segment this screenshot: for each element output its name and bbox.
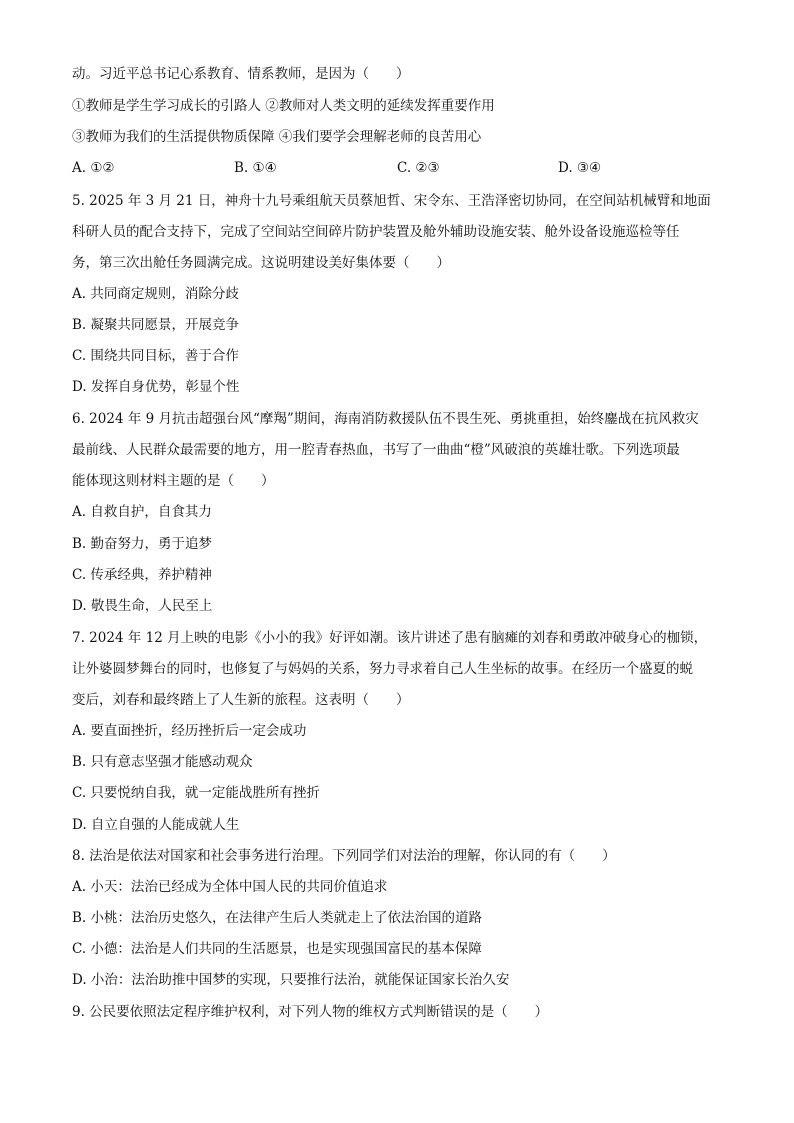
q4-items-line-2: ③教师为我们的生活提供物质保障 ④我们要学会理解老师的良苦用心: [72, 129, 482, 145]
q4-items-line-1: ①教师是学生学习成长的引路人 ②教师对人类文明的延续发挥重要作用: [72, 98, 495, 114]
q8-option-c[interactable]: C. 小德：法治是人们共同的生活愿景，也是实现强国富民的基本保障: [72, 941, 482, 957]
q6-stem-line-2: 最前线、人民群众最需要的地方，用一腔青春热血，书写了一曲曲“橙”风破浪的英雄壮歌。下列选项最: [72, 442, 680, 458]
q4-option-a[interactable]: A. ①②: [72, 160, 115, 176]
q5-stem-line-3: 务，第三次出舱任务圆满完成。这说明建设美好集体要（ ）: [72, 255, 450, 271]
q8-option-b[interactable]: B. 小桃：法治历史悠久，在法律产生后人类就走上了依法治国的道路: [72, 910, 483, 926]
q6-option-b[interactable]: B. 勤奋努力，勇于追梦: [72, 536, 213, 552]
q4-options-row: [72, 158, 722, 178]
q5-option-a[interactable]: A. 共同商定规则，消除分歧: [72, 286, 239, 302]
q5-option-b[interactable]: B. 凝聚共同愿景，开展竞争: [72, 317, 240, 333]
q6-stem-line-3: 能体现这则材料主题的是（ ）: [72, 473, 275, 489]
q4-option-b[interactable]: B. ①④: [234, 160, 277, 176]
q7-stem-line-1: 7. 2024 年 12 月上映的电影《小小的我》好评如潮。该片讲述了患有脑瘫的刘春和勇敢冲破身心的枷锁，: [72, 630, 708, 646]
q7-option-c[interactable]: C. 只要悦纳自我，就一定能战胜所有挫折: [72, 785, 320, 801]
q7-stem-line-3: 变后，刘春和最终踏上了人生新的旅程。这表明（ ）: [72, 692, 410, 708]
q8-option-a[interactable]: A. 小天：法治已经成为全体中国人民的共同价值追求: [72, 879, 388, 895]
q7-option-d[interactable]: D. 自立自强的人能成就人生: [72, 817, 240, 833]
q6-option-c[interactable]: C. 传承经典，养护精神: [72, 567, 212, 583]
q6-option-a[interactable]: A. 自救自护，自食其力: [72, 504, 212, 520]
q4-stem-tail: 动。习近平总书记心系教育、情系教师，是因为（ ）: [72, 66, 410, 82]
q7-option-b[interactable]: B. 只有意志坚强才能感动观众: [72, 754, 253, 770]
q6-stem-line-1: 6. 2024 年 9 月抗击超强台风“摩羯”期间，海南消防救援队伍不畏生死、勇挑重担，始终鏖战在抗风救灾: [72, 411, 699, 427]
q5-option-c[interactable]: C. 围绕共同目标，善于合作: [72, 348, 239, 364]
q4-option-c[interactable]: C. ②③: [397, 160, 440, 176]
q9-stem-line-1: 9. 公民要依照法定程序维护权利，对下列人物的维权方式判断错误的是（ ）: [72, 1004, 549, 1020]
q7-stem-line-2: 让外婆圆梦舞台的同时，也修复了与妈妈的关系，努力寻求着自己人生坐标的故事。在经历一个盛夏的蜕: [72, 661, 693, 677]
q6-option-d[interactable]: D. 敬畏生命，人民至上: [72, 598, 213, 614]
q7-option-a[interactable]: A. 要直面挫折，经历挫折后一定会成功: [72, 723, 307, 739]
q5-stem-line-2: 科研人员的配合支持下，完成了空间站空间碎片防护装置及舱外辅助设施安装、舱外设备设施巡检等任: [72, 224, 680, 240]
q5-option-d[interactable]: D. 发挥自身优势，彰显个性: [72, 379, 240, 395]
q8-option-d[interactable]: D. 小治：法治助推中国梦的实现，只要推行法治，就能保证国家长治久安: [72, 972, 510, 988]
q5-stem-line-1: 5. 2025 年 3 月 21 日，神舟十九号乘组航天员蔡旭哲、宋令东、王浩泽密切协同，在空间站机械臂和地面: [72, 193, 711, 209]
q4-option-d[interactable]: D. ③④: [558, 160, 602, 176]
q8-stem-line-1: 8. 法治是依法对国家和社会事务进行治理。下列同学们对法治的理解，你认同的有（ ）: [72, 848, 616, 864]
